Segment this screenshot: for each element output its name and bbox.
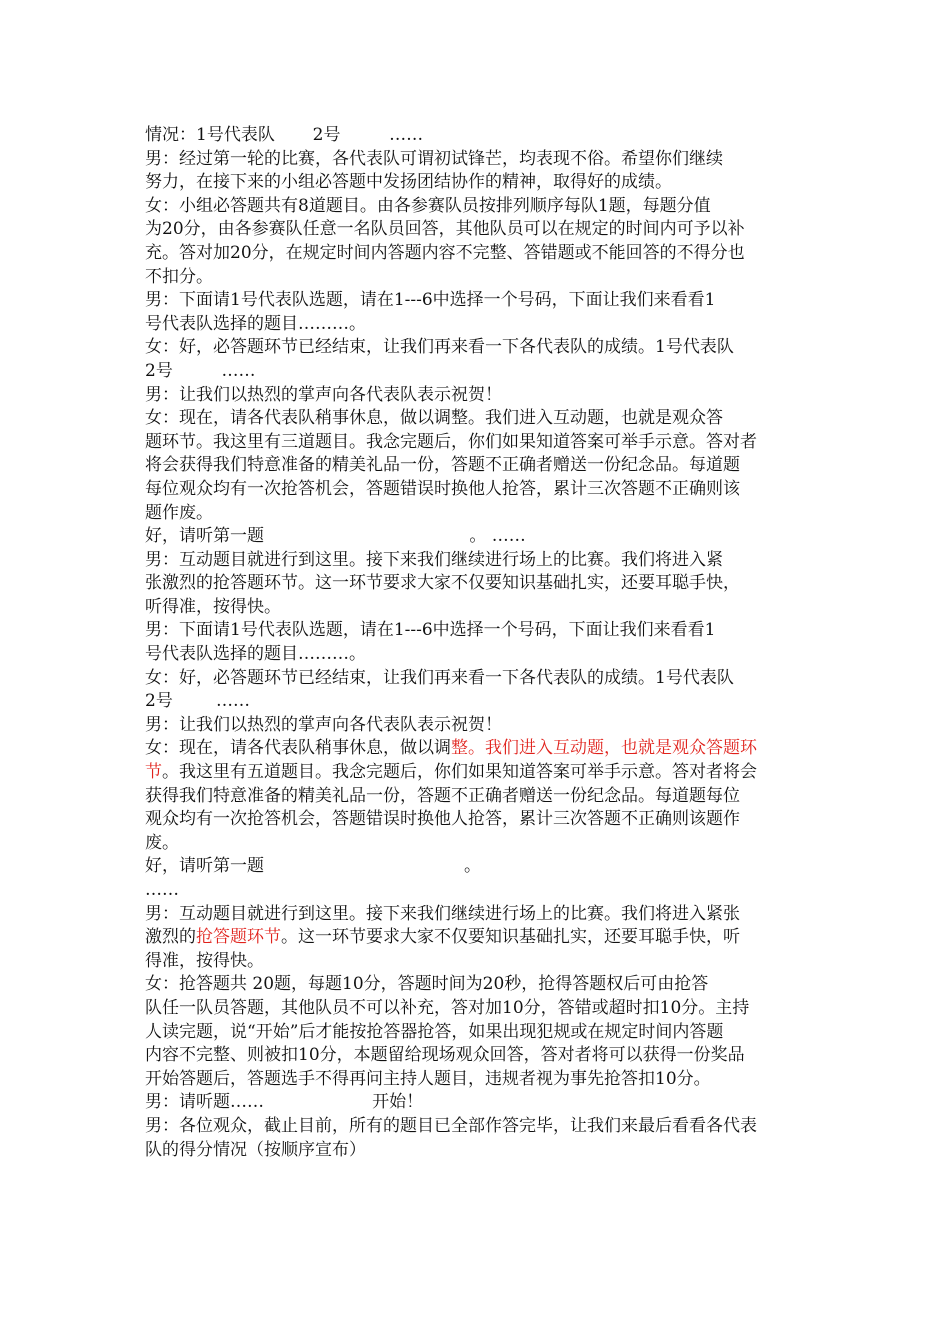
text-line xyxy=(145,171,825,195)
text-line xyxy=(145,643,825,667)
line-text: 男：经过第一轮的比赛，各代表队可谓初试锋芒，均表现不俗。希望你们继续 xyxy=(145,148,723,169)
text-line xyxy=(145,360,825,384)
text-line xyxy=(145,313,825,337)
line-text: 好，请听第一题 。 …… xyxy=(145,526,526,547)
line-text: 开始答题后，答题选手不得再问主持人题目，违规者视为事先抢答扣10分。 xyxy=(145,1068,711,1089)
text-line xyxy=(145,195,825,219)
text-line xyxy=(145,289,825,313)
line-text: 队任一队员答题，其他队员不可以补充，答对加10分，答错或超时扣10分。主持 xyxy=(145,997,750,1018)
text-line xyxy=(145,714,825,738)
line-text: 废。 xyxy=(145,832,179,853)
text-line xyxy=(145,785,825,809)
line-text: 情况：1号代表队 2号 …… xyxy=(145,125,424,145)
line-text: 激烈的 xyxy=(145,927,196,948)
line-text: 男：互动题目就进行到这里。接下来我们继续进行场上的比赛。我们将进入紧 xyxy=(145,549,723,570)
text-line xyxy=(145,1139,825,1163)
line-text: 女：抢答题共 20题，每题10分，答题时间为20秒，抢得答题权后可由抢答 xyxy=(145,974,709,995)
text-line xyxy=(145,690,825,714)
text-line xyxy=(145,855,825,879)
line-text: 2号 …… xyxy=(145,360,256,381)
text-line xyxy=(145,525,825,549)
line-text: 女：现在，请各代表队稍事休息，做以调整。我们进入互动题，也就是观众答 xyxy=(145,408,723,429)
text-line xyxy=(145,808,825,832)
line-text: 号代表队选择的题目………。 xyxy=(145,313,366,334)
text-line xyxy=(145,502,825,526)
line-text: 获得我们特意准备的精美礼品一份，答题不正确者赠送一份纪念品。每道题每位 xyxy=(145,785,740,806)
line-text: 内容不完整、则被扣10分，本题留给现场观众回答，答对者将可以获得一份奖品 xyxy=(145,1045,745,1066)
text-line xyxy=(145,218,825,242)
line-text: 女：小组必答题共有8道题目。由各参赛队员按排列顺序每队1题，每题分值 xyxy=(145,195,711,216)
line-text: 观众均有一次抢答机会，答题错误时换他人抢答，累计三次答题不正确则该题作 xyxy=(145,809,740,830)
line-text: 女：现在，请各代表队稍事休息，做以调 xyxy=(145,738,451,759)
line-text: 每位观众均有一次抢答机会，答题错误时换他人抢答，累计三次答题不正确则该 xyxy=(145,478,740,499)
text-line xyxy=(145,407,825,431)
line-text-tail: 。这一环节要求大家不仅要知识基础扎实，还要耳聪手快，听 xyxy=(281,927,740,948)
text-line xyxy=(145,124,825,148)
text-line xyxy=(145,997,825,1021)
line-text: 男：各位观众，截止目前，所有的题目已全部作答完毕，让我们来最后看看各代表 xyxy=(145,1115,757,1136)
document-page xyxy=(145,124,825,1162)
line-text: 题环节。我这里有三道题目。我念完题后，你们如果知道答案可举手示意。答对者 xyxy=(145,431,757,452)
line-text: 将会获得我们特意准备的精美礼品一份，答题不正确者赠送一份纪念品。每道题 xyxy=(145,455,740,476)
text-line xyxy=(145,336,825,360)
line-text: 男：下面请1号代表队选题，请在1---6中选择一个号码，下面让我们来看看1 xyxy=(145,620,716,641)
text-line xyxy=(145,619,825,643)
text-line xyxy=(145,973,825,997)
line-text: 充。答对加20分，在规定时间内答题内容不完整、答错题或不能回答的不得分也 xyxy=(145,242,745,263)
text-line xyxy=(145,1044,825,1068)
line-text: 好，请听第一题 。 xyxy=(145,856,481,877)
text-line xyxy=(145,950,825,974)
text-line xyxy=(145,384,825,408)
line-text: 2号 …… xyxy=(145,691,251,712)
text-line xyxy=(145,926,825,950)
text-line xyxy=(145,148,825,172)
text-line xyxy=(145,1068,825,1092)
highlighted-text: 整。我们进入互动题，也就是观众答题环 xyxy=(451,738,757,759)
text-line xyxy=(145,572,825,596)
text-line xyxy=(145,761,825,785)
line-text-tail: 。我这里有五道题目。我念完题后，你们如果知道答案可举手示意。答对者将会 xyxy=(162,762,757,783)
line-text: 得准，按得快。 xyxy=(145,950,264,971)
line-text: 男：请听题…… 开始！ xyxy=(145,1092,424,1113)
text-line xyxy=(145,1091,825,1115)
text-line xyxy=(145,454,825,478)
line-text: 题作废。 xyxy=(145,502,213,523)
line-text: …… xyxy=(145,880,179,900)
line-text: 张激烈的抢答题环节。这一环节要求大家不仅要知识基础扎实，还要耳聪手快， xyxy=(145,573,740,594)
line-text: 男：下面请1号代表队选题，请在1---6中选择一个号码，下面让我们来看看1 xyxy=(145,290,716,311)
text-line xyxy=(145,242,825,266)
line-text: 女：好，必答题环节已经结束，让我们再来看一下各代表队的成绩。1号代表队 xyxy=(145,667,734,688)
text-line xyxy=(145,549,825,573)
text-line xyxy=(145,478,825,502)
text-line xyxy=(145,903,825,927)
text-line xyxy=(145,667,825,691)
line-text: 女：好，必答题环节已经结束，让我们再来看一下各代表队的成绩。1号代表队 xyxy=(145,337,734,358)
line-text: 人读完题，说“开始”后才能按抢答器抢答，如果出现犯规或在规定时间内答题 xyxy=(145,1021,724,1042)
text-line xyxy=(145,879,825,903)
text-line xyxy=(145,266,825,290)
line-text: 号代表队选择的题目………。 xyxy=(145,644,366,665)
line-text: 男：让我们以热烈的掌声向各代表队表示祝贺！ xyxy=(145,714,502,735)
line-text: 努力，在接下来的小组必答题中发扬团结协作的精神，取得好的成绩。 xyxy=(145,172,672,193)
text-line xyxy=(145,832,825,856)
line-text: 不扣分。 xyxy=(145,266,213,287)
text-line xyxy=(145,1021,825,1045)
line-text: 男：互动题目就进行到这里。接下来我们继续进行场上的比赛。我们将进入紧张 xyxy=(145,903,740,924)
highlighted-text: 抢答题环节 xyxy=(196,927,281,948)
text-line xyxy=(145,1115,825,1139)
text-line xyxy=(145,596,825,620)
line-text: 为20分，由各参赛队任意一名队员回答，其他队员可以在规定的时间内可予以补 xyxy=(145,219,745,240)
text-line xyxy=(145,737,825,761)
highlighted-text: 节 xyxy=(145,762,162,783)
line-text: 听得准，按得快。 xyxy=(145,596,281,617)
line-text: 队的得分情况（按顺序宣布） xyxy=(145,1139,366,1160)
line-text: 男：让我们以热烈的掌声向各代表队表示祝贺！ xyxy=(145,384,502,405)
text-line xyxy=(145,431,825,455)
